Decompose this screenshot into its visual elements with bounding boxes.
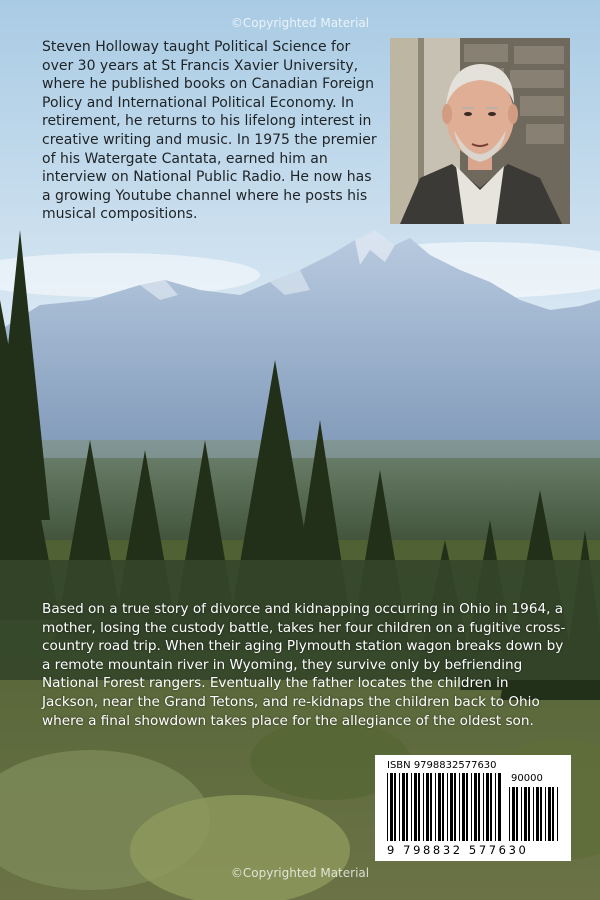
price-code: 90000: [511, 773, 543, 784]
isbn-label: ISBN 9798832577630: [387, 760, 497, 771]
copyright-watermark-bottom: ©Copyrighted Material: [230, 866, 370, 880]
isbn-digits: 9 798832 577630: [387, 843, 529, 857]
book-synopsis: Based on a true story of divorce and kidnapping occurring in Ohio in 1964, a mother, losing the custody battle, takes her four children on a fugitive cross-country road trip. When their aging Plymouth station wagon breaks down by a remote mountain river in Wyoming, they survive only by befriending National Forest rangers. Eventually the father locates the children in Jackson, near the Grand Tetons, and re-kidnaps the children back to Ohio where a final showdown takes place for the allegiance of the oldest son.: [42, 601, 566, 729]
isbn-barcode: [375, 755, 571, 861]
author-portrait: [390, 38, 570, 224]
copyright-watermark-top: ©Copyrighted Material: [230, 16, 370, 30]
author-bio: Steven Holloway taught Political Science for over 30 years at St Francis Xavier University, where he published books on Canadian Foreign Policy and International Political Economy. In retirement, he returns to his lifelong interest in creative writing and music. In 1975 the premier of his Watergate Cantata, earned him an interview on National Public Radio. He now has a growing Youtube channel where he posts his musical compositions.: [42, 39, 377, 223]
